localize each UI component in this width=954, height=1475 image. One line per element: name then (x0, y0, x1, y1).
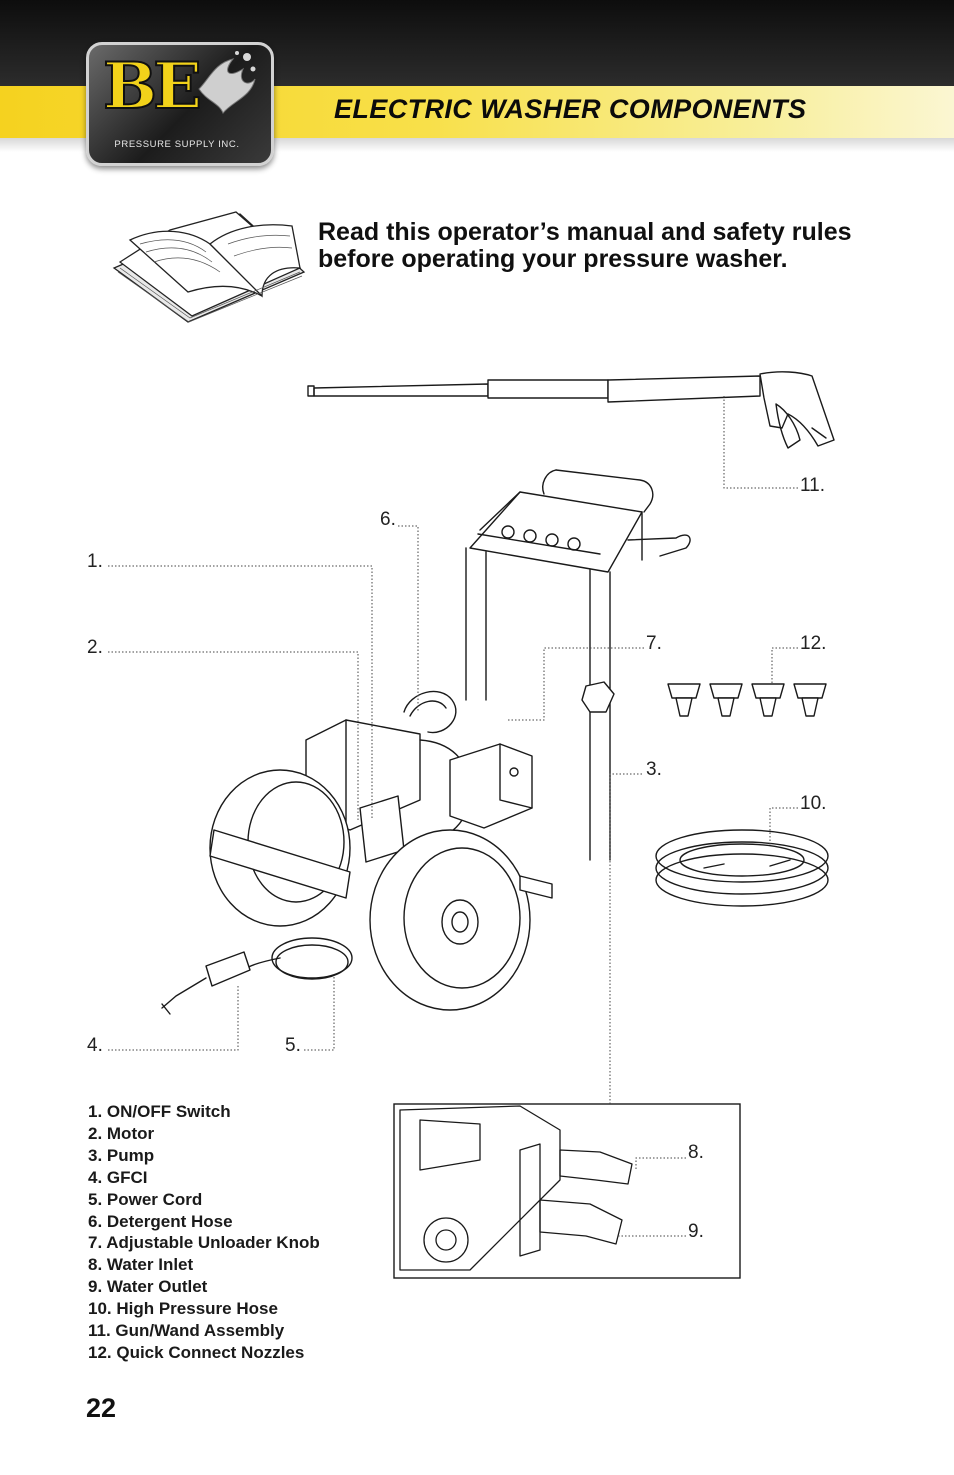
legend-item: 5. Power Cord (88, 1189, 203, 1209)
safety-notice: Read this operator’s manual and safety rules before operating your pressure washer. (318, 218, 852, 273)
callout-4: 4. (87, 1035, 103, 1056)
page-number: 22 (86, 1393, 117, 1423)
legend-item: 7. Adjustable Unloader Knob (88, 1233, 320, 1253)
legend-item: 8. Water Inlet (88, 1255, 194, 1275)
callout-8: 8. (688, 1142, 704, 1163)
callout-9: 9. (688, 1221, 704, 1242)
legend-item: 3. Pump (88, 1145, 155, 1165)
legend-item: 11. Gun/Wand Assembly (88, 1321, 285, 1341)
callout-11: 11. (800, 475, 826, 496)
callout-12: 12. (800, 633, 827, 654)
callout-7: 7. (646, 633, 662, 654)
callout-3: 3. (646, 759, 662, 780)
legend-item: 4. GFCI (88, 1167, 148, 1187)
legend-item: 10. High Pressure Hose (88, 1299, 278, 1319)
callout-5: 5. (285, 1035, 301, 1056)
callout-1: 1. (87, 551, 103, 572)
logo-mark: BE (103, 49, 198, 124)
legend-item: 12. Quick Connect Nozzles (88, 1342, 305, 1362)
page-title: ELECTRIC WASHER COMPONENTS (334, 94, 807, 124)
legend-item: 1. ON/OFF Switch (88, 1102, 231, 1121)
legend-item: 9. Water Outlet (88, 1277, 208, 1297)
legend-item: 6. Detergent Hose (88, 1211, 233, 1231)
callout-2: 2. (87, 637, 103, 658)
legend-item: 2. Motor (88, 1123, 155, 1143)
callout-10: 10. (800, 793, 827, 814)
callout-6: 6. (380, 509, 396, 530)
logo-tagline: PRESSURE SUPPLY INC. (114, 139, 240, 150)
component-legend (88, 1101, 320, 1364)
